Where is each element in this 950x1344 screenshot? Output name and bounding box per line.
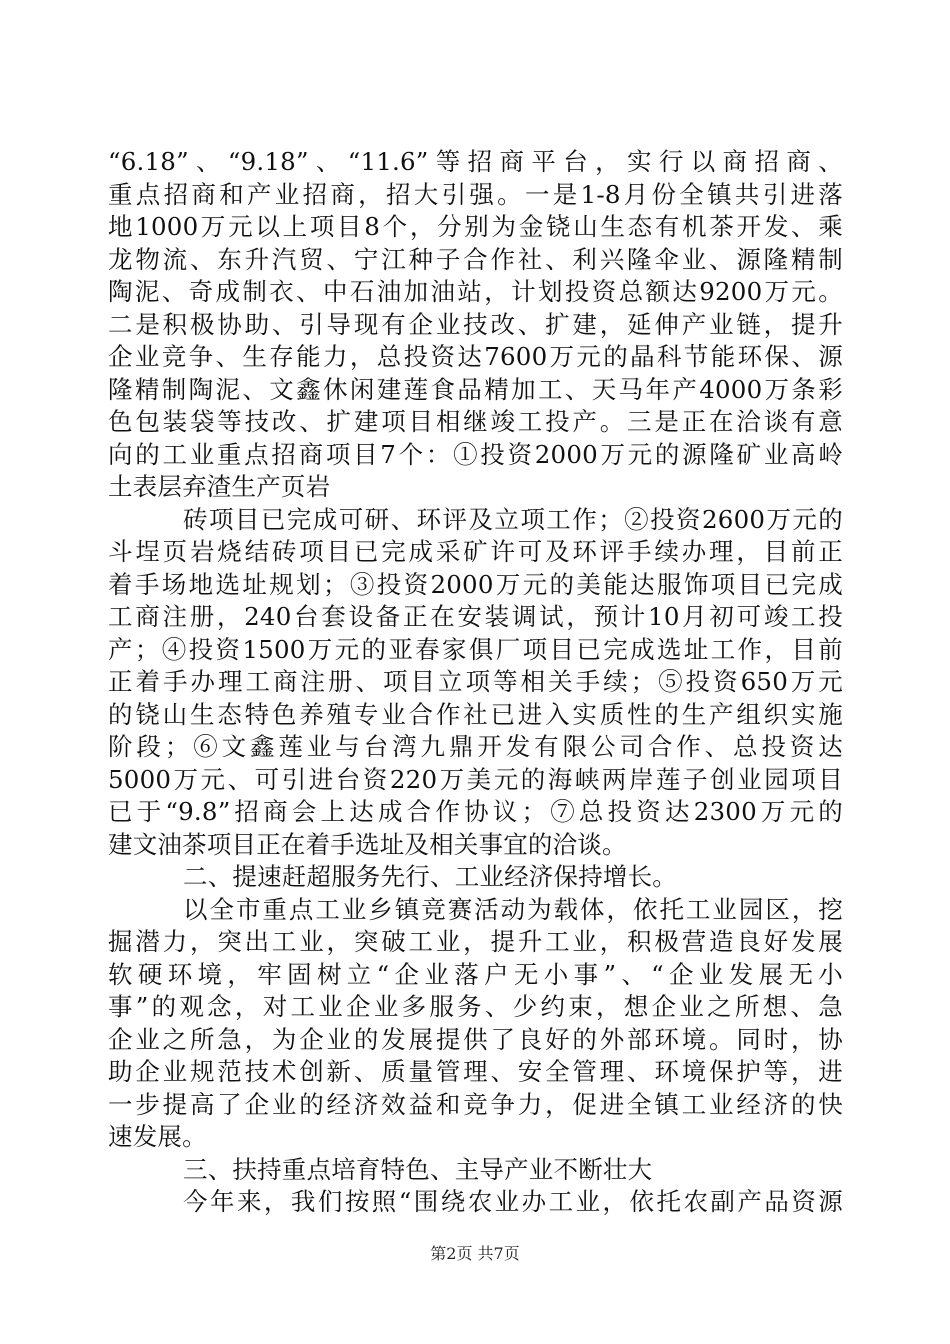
text-line: “6.18”、“9.18”、“11.6”等招商平台，实行以商招商、 (108, 147, 843, 176)
text-line: 重点招商和产业招商，招大引强。一是1-8月份全镇共引进落 (108, 179, 843, 209)
text-line: 以全市重点工业乡镇竞赛活动为载体，依托工业园区，挖 (183, 894, 843, 924)
body-text (108, 146, 843, 1219)
text-line: 一步提高了企业的经济效益和竞争力，促进全镇工业经济的快 (108, 1089, 843, 1119)
text-line: 隆精制陶泥、文鑫休闲建莲食品精加工、天马年产4000万条彩 (108, 374, 843, 404)
text-line: 产；④投资1500万元的亚春家俱厂项目已完成选址工作，目前 (108, 634, 843, 664)
text-line: 着手场地选址规划；③投资2000万元的美能达服饰项目已完成 (108, 569, 843, 599)
text-line: 建文油茶项目正在着手选址及相关事宜的洽谈。 (108, 829, 627, 859)
text-line: 陶泥、奇成制衣、中石油加油站，计划投资总额达9200万元。 (108, 277, 843, 306)
text-line: 事”的观念，对工业企业多服务、少约束，想企业之所想、急 (108, 992, 843, 1021)
text-line: 已于“9.8”招商会上达成合作协议；⑦总投资达2300万元的 (108, 797, 843, 826)
text-line: 正着手办理工商注册、项目立项等相关手续；⑤投资650万元 (108, 667, 843, 696)
text-line: 掘潜力，突出工业，突破工业，提升工业，积极营造良好发展 (108, 927, 843, 956)
text-line: 的铙山生态特色养殖专业合作社已进入实质性的生产组织实施 (108, 699, 843, 729)
text-line: 企业竞争、生存能力，总投资达7600万元的晶科节能环保、源 (108, 342, 843, 371)
page-footer: 第2页 共7页 (430, 1244, 520, 1263)
text-line: 地1000万元以上项目8个，分别为金铙山生态有机茶开发、乘 (108, 212, 843, 241)
text-line: 今年来，我们按照“围绕农业办工业，依托农副产品资源 (183, 1187, 843, 1216)
text-line: 速发展。 (108, 1122, 207, 1151)
text-line: 二是积极协助、引导现有企业技改、扩建，延伸产业链，提升 (108, 309, 843, 339)
text-line: 软硬环境，牢固树立“企业落户无小事”、“企业发展无小 (108, 959, 843, 989)
text-line: 斗埕页岩烧结砖项目已完成采矿许可及环评手续办理，目前正 (108, 537, 843, 566)
section-heading: 二、提速赶超服务先行、工业经济保持增长。 (183, 862, 677, 891)
section-heading: 三、扶持重点培育特色、主导产业不断壮大 (183, 1154, 653, 1184)
text-line: 企业之所急，为企业的发展提供了良好的外部环境。同时，协 (108, 1024, 843, 1054)
text-line: 色包装袋等技改、扩建项目相继竣工投产。三是正在洽谈有意 (108, 407, 843, 436)
text-line: 阶段；⑥文鑫莲业与台湾九鼎开发有限公司合作、总投资达 (108, 732, 843, 761)
text-line: 向的工业重点招商项目7个：①投资2000万元的源隆矿业高岭 (108, 439, 843, 469)
text-line: 土表层弃渣生产页岩 (108, 472, 331, 501)
text-line: 5000万元、可引进台资220万美元的海峡两岸莲子创业园项目 (108, 764, 843, 794)
text-line: 砖项目已完成可研、环评及立项工作；②投资2600万元的 (183, 504, 843, 534)
text-line: 龙物流、东升汽贸、宁江种子合作社、利兴隆伞业、源隆精制 (108, 244, 843, 274)
text-line: 工商注册，240台套设备正在安装调试，预计10月初可竣工投 (108, 602, 843, 631)
text-line: 助企业规范技术创新、质量管理、安全管理、环境保护等，进 (108, 1057, 843, 1086)
